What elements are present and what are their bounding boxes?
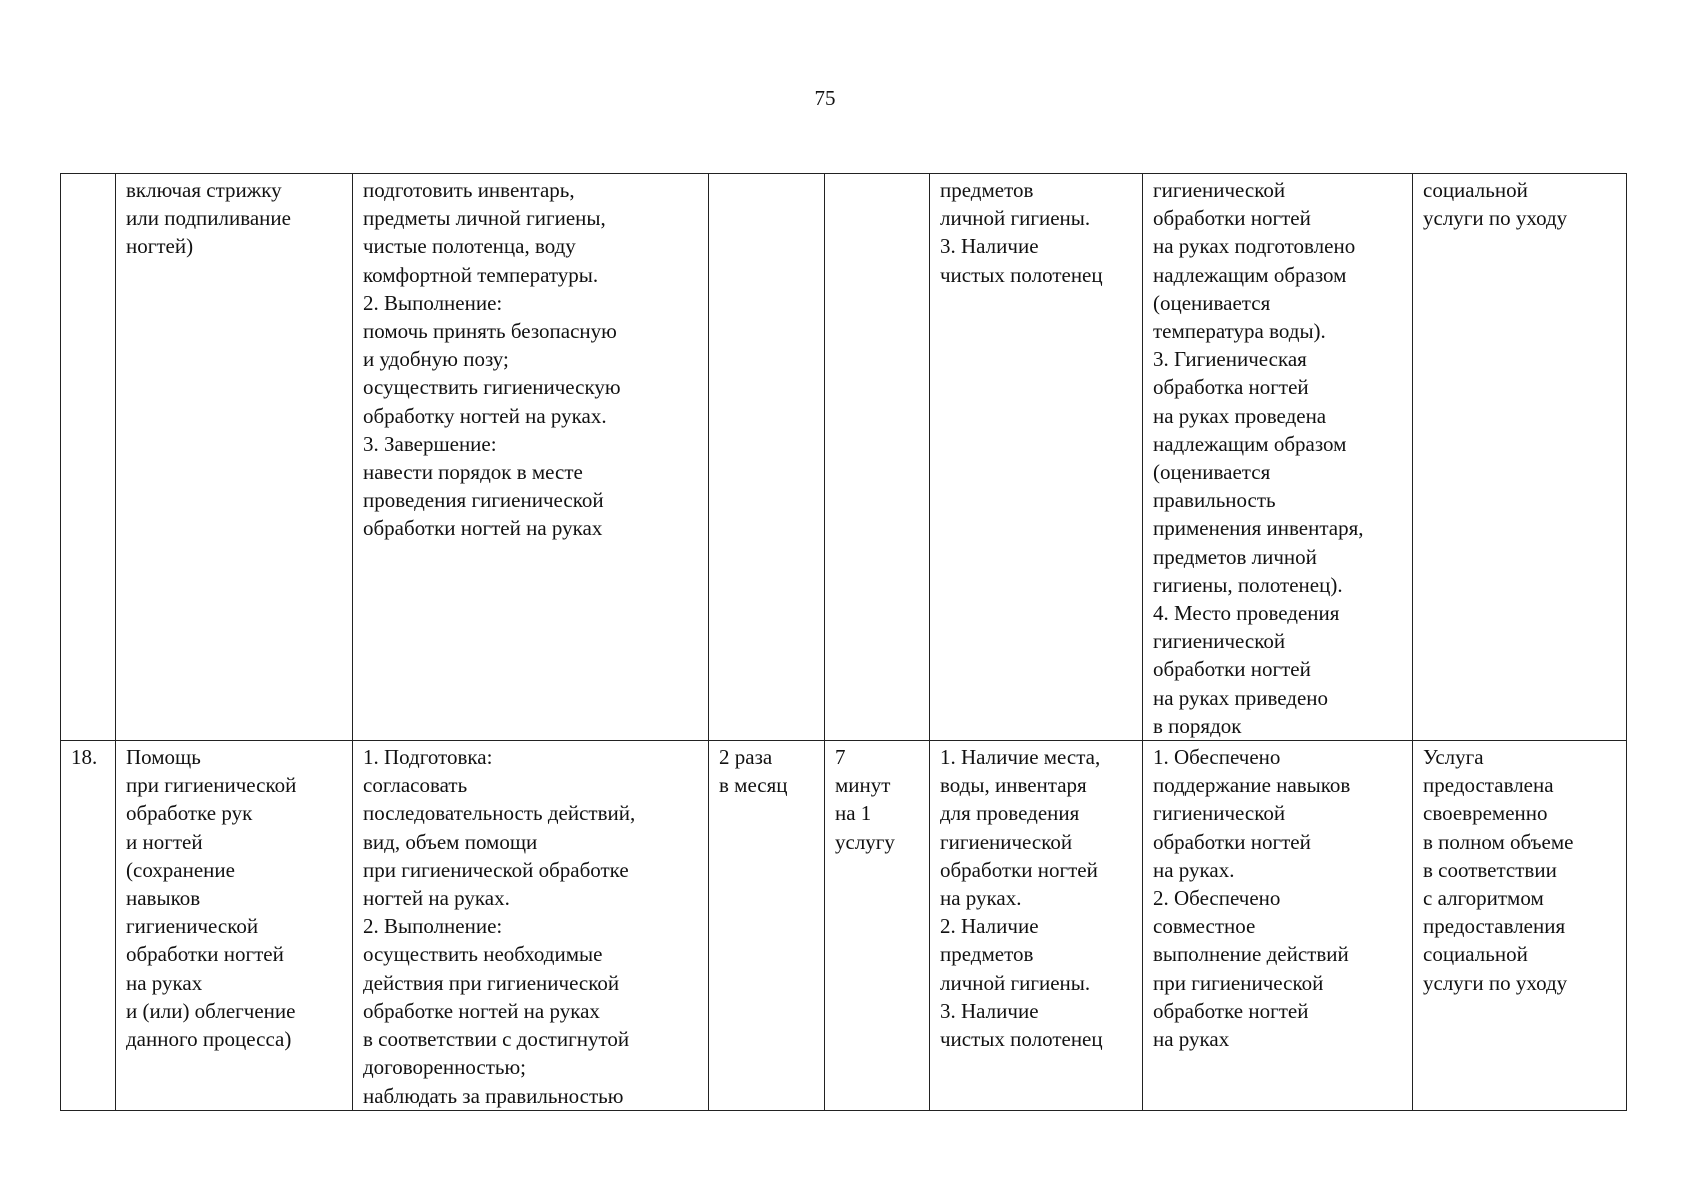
duration-cell: 7 минут на 1 услугу xyxy=(825,741,930,1111)
conditions-cell: 1. Наличие места, воды, инвентаря для проведения гигиенической обработки ногтей на руках. 2. Наличие предметов личной гигиены. 3. Наличие чистых полотенец xyxy=(930,741,1143,1111)
service-name-cell: Помощь при гигиенической обработке рук и ногтей (сохранение навыков гигиенической обработки ногтей на руках и (или) облегчение данного процесса) xyxy=(116,741,353,1111)
quality-indicators-cell: 1. Обеспечено поддержание навыков гигиенической обработки ногтей на руках. 2. Обеспечено совместное выполнение действий при гигиенической обработке ногтей на руках xyxy=(1143,741,1413,1111)
service-content-cell: подготовить инвентарь, предметы личной гигиены, чистые полотенца, воду комфортной температуры. 2. Выполнение: помочь принять безопасную и удобную позу; осуществить гигиеническую обработку ногтей на руках. 3. Завершение: навести порядок в месте проведения гигиенической обработки ногтей на руках xyxy=(353,174,709,741)
services-table xyxy=(60,173,1627,1111)
quality-indicators-cell: гигиенической обработки ногтей на руках подготовлено надлежащим образом (оценивается температура воды). 3. Гигиеническая обработка ногтей на руках проведена надлежащим образом (оценивается правильность применения инвентаря, предметов личной гигиены, полотенец). 4. Место проведения гигиенической обработки ногтей на руках приведено в порядок xyxy=(1143,174,1413,741)
conditions-cell: предметов личной гигиены. 3. Наличие чистых полотенец xyxy=(930,174,1143,741)
page-number: 75 xyxy=(814,86,836,110)
frequency-cell xyxy=(709,174,825,741)
table-row xyxy=(61,174,1627,741)
row-number-cell: 18. xyxy=(61,741,116,1111)
evaluation-cell: Услуга предоставлена своевременно в полном объеме в соответствии с алгоритмом предоставления социальной услуги по уходу xyxy=(1413,741,1627,1111)
frequency-cell: 2 раза в месяц xyxy=(709,741,825,1111)
table-row xyxy=(61,741,1627,1111)
service-name-cell: включая стрижку или подпиливание ногтей) xyxy=(116,174,353,741)
row-number-cell xyxy=(61,174,116,741)
service-content-cell: 1. Подготовка: согласовать последовательность действий, вид, объем помощи при гигиенической обработке ногтей на руках. 2. Выполнение: осуществить необходимые действия при гигиенической обработке ногтей на руках в соответствии с достигнутой договоренностью; наблюдать за правильностью xyxy=(353,741,709,1111)
duration-cell xyxy=(825,174,930,741)
evaluation-cell: социальной услуги по уходу xyxy=(1413,174,1627,741)
